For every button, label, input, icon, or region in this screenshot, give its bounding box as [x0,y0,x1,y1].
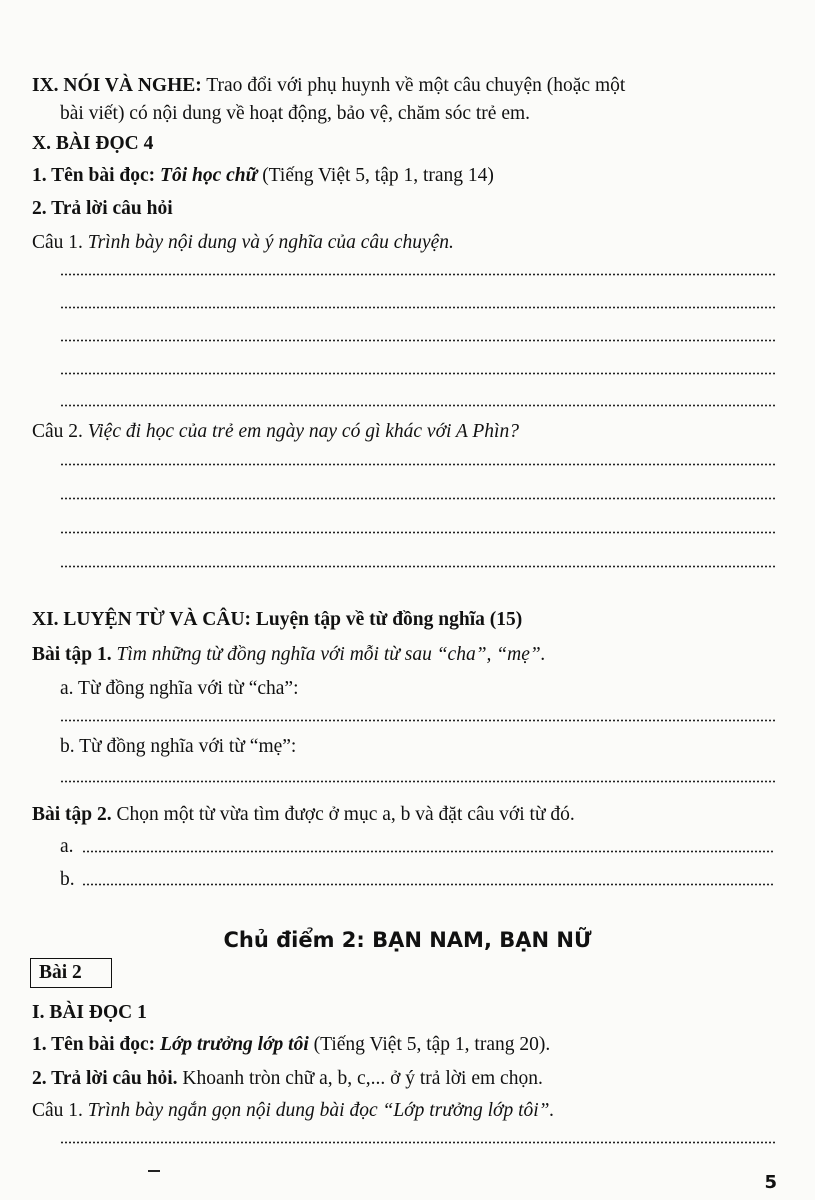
question-1-label: Câu 1. [32,232,88,253]
section-x-title-line [32,163,781,189]
exercise-1 [32,642,781,668]
question-2-text: Việc đi học của trẻ em ngày nay có gì khác với A Phìn? [87,421,519,442]
answer-line[interactable] [60,339,775,342]
lesson-2-title-label: 1. Tên bài đọc: [32,1034,156,1055]
exercise-1-label: Bài tập 1. [32,644,112,665]
lesson-2-answer-label: 2. Trả lời câu hỏi. [32,1068,178,1089]
answer-line[interactable] [82,883,775,886]
lesson-2-title-value: Lớp trưởng lớp tôi [160,1034,309,1055]
section-ix-heading: IX. NÓI VÀ NGHE: [32,75,202,96]
exercise-1-a: a. Từ đồng nghĩa với từ “cha”: [60,678,299,699]
answer-heading: 2. Trả lời câu hỏi [32,198,173,219]
section-ix-text-1: Trao đổi với phụ huynh về một câu chuyện (hoặc một [201,75,626,96]
answer-line[interactable] [60,565,775,568]
lesson-2-q1-label: Câu 1. [32,1100,88,1121]
topic-title: Chủ điểm 2: BẠN NAM, BẠN NỮ [223,928,592,952]
lesson-2-answer-line [32,1066,781,1092]
title-source: (Tiếng Việt 5, tập 1, trang 14) [257,165,494,186]
answer-line[interactable] [60,780,775,783]
exercise-2-label: Bài tập 2. [32,804,112,825]
question-2 [32,419,781,445]
lesson-2-title-line [32,1032,781,1058]
exercise-2-a: a. [60,836,74,857]
exercise-2 [32,802,781,828]
answer-line[interactable] [60,306,775,309]
lesson-label: Bài 2 [30,958,112,988]
exercise-1-b: b. Từ đồng nghĩa với từ “mẹ”: [60,736,297,757]
exercise-2-b: b. [60,869,75,890]
answer-line[interactable] [60,719,775,722]
section-ix-text-2: bài viết) có nội dung về hoạt động, bảo vệ, chăm sóc trẻ em. [60,103,531,124]
lesson-2-title-source: (Tiếng Việt 5, tập 1, trang 20). [308,1034,551,1055]
section-ix-line-1 [32,73,781,99]
question-2-label: Câu 2. [32,421,88,442]
lesson-2-answer-text: Khoanh tròn chữ a, b, c,... ở ý trả lời em chọn. [177,1068,543,1089]
answer-line[interactable] [60,463,775,466]
lesson-2-question-1 [32,1098,781,1124]
title-value: Tôi học chữ [160,165,258,186]
answer-line[interactable] [60,372,775,375]
page-number: 5 [764,1172,777,1193]
exercise-2-text: Chọn một từ vừa tìm được ở mục a, b và đặt câu với từ đó. [111,804,575,825]
lesson-2-q1-text: Trình bày ngắn gọn nội dung bài đọc “Lớp trưởng lớp tôi”. [87,1100,555,1121]
question-1 [32,230,781,256]
answer-line[interactable] [60,497,775,500]
title-label: 1. Tên bài đọc: [32,165,156,186]
exercise-1-text: Tìm những từ đồng nghĩa với mỗi từ sau “cha”, “mẹ”. [111,644,546,665]
lesson-2-heading: I. BÀI ĐỌC 1 [32,1002,147,1023]
question-1-text: Trình bày nội dung và ý nghĩa của câu chuyện. [87,232,454,253]
answer-line[interactable] [60,1141,775,1144]
answer-line[interactable] [60,531,775,534]
answer-line[interactable] [82,850,775,853]
answer-line[interactable] [60,273,775,276]
section-xi-heading: XI. LUYỆN TỪ VÀ CÂU: Luyện tập về từ đồng nghĩa (15) [32,609,523,630]
section-x-heading: X. BÀI ĐỌC 4 [32,133,154,154]
answer-line[interactable] [60,404,775,407]
dash-mark [148,1170,160,1172]
